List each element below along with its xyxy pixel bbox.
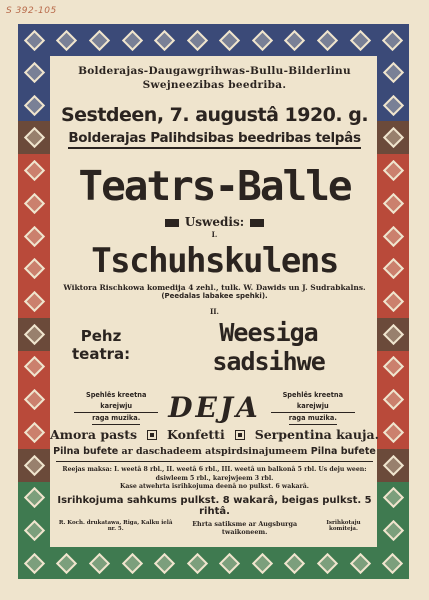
diamond-tile-icon bbox=[18, 56, 50, 89]
part-one-numeral: I. bbox=[211, 230, 218, 239]
diamond-tile-icon bbox=[18, 121, 50, 154]
diamond-tile-icon bbox=[18, 482, 50, 515]
diamond-tile-icon bbox=[377, 187, 409, 220]
diamond-tile-icon bbox=[18, 24, 51, 56]
play-note: (Peedalas labakee spehki). bbox=[161, 292, 268, 300]
diamond-tile-icon bbox=[18, 514, 50, 547]
ferry-note: Ehrta satiksme ar Augsburga twaikoneem. bbox=[192, 519, 298, 536]
diamond-tile-icon bbox=[18, 187, 50, 220]
after-theatre-label: Pehz teatra: bbox=[71, 327, 131, 363]
program-heading bbox=[50, 215, 379, 229]
border-left bbox=[18, 56, 50, 547]
organizer-line-1: Bolderajas-Daugawgrihwas-Bullu-Bilderlinu bbox=[78, 65, 351, 77]
music-right-line-2: raga muzika. bbox=[289, 413, 337, 425]
diamond-tile-icon bbox=[311, 24, 344, 56]
arrow-left-icon bbox=[165, 219, 179, 227]
diamond-tile-icon bbox=[377, 482, 409, 515]
committee-signature: Isrihkotaju komiteja. bbox=[326, 519, 361, 532]
diamond-tile-icon bbox=[18, 154, 50, 187]
prices-line-2: dsiwleem 5 rbl., karejwjeem 3 rbl. bbox=[155, 474, 274, 482]
diamond-tile-icon bbox=[18, 252, 50, 285]
event-title: Teatrs-Balle bbox=[78, 162, 351, 210]
diamond-tile-icon bbox=[18, 416, 50, 449]
diamond-tile-icon bbox=[279, 24, 312, 56]
event-venue: Bolderajas Palihdsibas beedribas telpâs bbox=[68, 130, 360, 149]
attraction-item: Amora pasts bbox=[50, 427, 138, 442]
printer-note: R. Koch. drukatawa, Riga, Kalku ielâ nr. 5. bbox=[58, 519, 173, 532]
diamond-tile-icon bbox=[377, 383, 409, 416]
prices bbox=[50, 466, 379, 492]
organizer bbox=[50, 64, 379, 92]
diamond-tile-icon bbox=[181, 24, 214, 56]
buffet-middle: ar daschadeem atspirdsinajumeem bbox=[121, 446, 308, 457]
diamond-tile-icon bbox=[376, 24, 409, 56]
archive-stamp: S 392-105 bbox=[6, 6, 57, 16]
diamond-tile-icon bbox=[377, 449, 409, 482]
border-right bbox=[377, 56, 409, 547]
dance-title: DEJA bbox=[168, 391, 261, 424]
attractions-row bbox=[50, 427, 379, 442]
square-ornament-icon bbox=[147, 430, 157, 440]
divider bbox=[56, 461, 373, 462]
play-title: Tschuhskulens bbox=[91, 241, 338, 281]
event-date: Sestdeen, 7. augustâ 1920. g. bbox=[60, 104, 369, 126]
dance-row bbox=[50, 390, 379, 425]
diamond-tile-icon bbox=[377, 252, 409, 285]
diamond-tile-icon bbox=[18, 220, 50, 253]
diamond-tile-icon bbox=[377, 154, 409, 187]
diamond-tile-icon bbox=[377, 416, 409, 449]
attraction-item: Konfetti bbox=[167, 427, 225, 442]
diamond-tile-icon bbox=[148, 24, 181, 56]
border-top bbox=[18, 24, 409, 56]
diamond-tile-icon bbox=[377, 514, 409, 547]
play-author: Wiktora Rischkowa komedija 4 zehl., tulk. W. Dawids un J. Sudrabkalns. bbox=[63, 283, 366, 292]
diamond-tile-icon bbox=[377, 318, 409, 351]
diamond-tile-icon bbox=[377, 56, 409, 89]
prices-line-1: Reejas maksa: I. weetâ 8 rbl., II. weetâ 6 rbl., III. weetâ un balkonâ 5 rbl. Us deju ween: bbox=[62, 466, 367, 473]
diamond-tile-icon bbox=[377, 89, 409, 122]
program-label: Uswedis: bbox=[184, 215, 245, 229]
diamond-tile-icon bbox=[377, 220, 409, 253]
part-two-numeral: II. bbox=[210, 307, 219, 316]
diamond-tile-icon bbox=[18, 547, 51, 579]
after-theatre bbox=[50, 318, 379, 376]
tickets-note: Kase atwehrta isrihkojuma deenâ no pulkst. 6 wakarâ. bbox=[120, 483, 309, 490]
buffet-right: Pilna bufete bbox=[310, 446, 376, 457]
music-note-left bbox=[74, 390, 158, 425]
after-theatre-title: Weesiga sadsihwe bbox=[212, 318, 325, 376]
diamond-tile-icon bbox=[213, 24, 246, 56]
diamond-tile-icon bbox=[116, 24, 149, 56]
diamond-tile-icon bbox=[83, 24, 116, 56]
diamond-tile-icon bbox=[18, 318, 50, 351]
poster-content bbox=[50, 56, 379, 563]
music-left-line-2: raga muzika. bbox=[92, 413, 140, 425]
music-right-line-1: Spehlês kreetna karejwju bbox=[271, 390, 355, 413]
diamond-tile-icon bbox=[18, 89, 50, 122]
music-left-line-1: Spehlês kreetna karejwju bbox=[74, 390, 158, 413]
diamond-tile-icon bbox=[18, 383, 50, 416]
organizer-line-2: Swejneezibas beedriba. bbox=[142, 79, 287, 91]
diamond-tile-icon bbox=[377, 285, 409, 318]
buffet-left: Pilna bufete bbox=[53, 446, 119, 457]
square-ornament-icon bbox=[235, 430, 245, 440]
buffet-line bbox=[50, 446, 379, 457]
diamond-tile-icon bbox=[376, 547, 409, 579]
diamond-tile-icon bbox=[18, 351, 50, 384]
diamond-tile-icon bbox=[377, 351, 409, 384]
diamond-tile-icon bbox=[18, 285, 50, 318]
footer bbox=[50, 520, 379, 536]
diamond-tile-icon bbox=[246, 24, 279, 56]
music-note-right bbox=[271, 390, 355, 425]
arrow-right-icon bbox=[250, 219, 264, 227]
start-time: Isrihkojuma sahkums pulkst. 8 wakarâ, beigas pulkst. 5 rihtâ. bbox=[57, 494, 372, 517]
diamond-tile-icon bbox=[18, 449, 50, 482]
diamond-tile-icon bbox=[51, 24, 84, 56]
diamond-tile-icon bbox=[344, 24, 377, 56]
diamond-tile-icon bbox=[377, 121, 409, 154]
attraction-item: Serpentina kauja. bbox=[254, 427, 379, 442]
